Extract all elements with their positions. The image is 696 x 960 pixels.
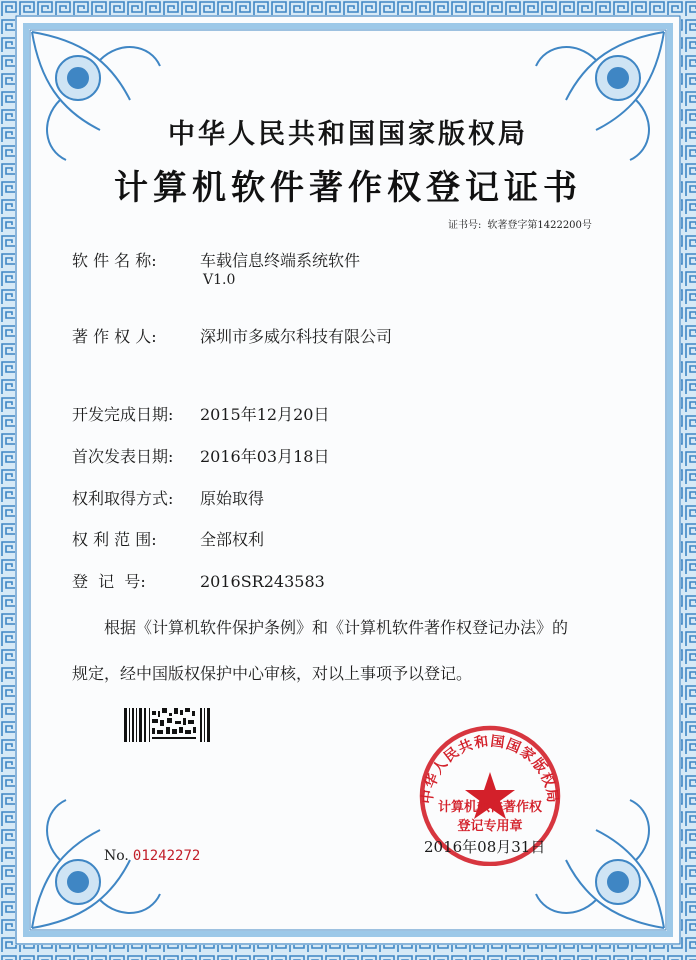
certificate-number-value: 软著登字第1422200号	[487, 220, 592, 231]
field-label: 开发完成日期:	[72, 405, 174, 424]
field-registration-number	[72, 569, 325, 592]
field-acquisition-method	[72, 486, 264, 509]
field-value: 2016年03月18日	[200, 447, 330, 466]
field-label: 著 作 权 人:	[72, 327, 157, 346]
field-label: 首次发表日期:	[72, 447, 174, 466]
corner-ornament-bottom-left	[32, 800, 160, 928]
field-rights-scope	[72, 527, 264, 550]
field-publication-date	[72, 444, 329, 467]
field-value: 车载信息终端系统软件	[200, 251, 361, 270]
serial-number-value: 01242272	[132, 848, 201, 864]
field-label: 权 利 范 围:	[72, 530, 157, 549]
field-label: 权利取得方式:	[72, 489, 174, 508]
field-label: 软 件 名 称:	[72, 251, 157, 270]
issue-date: 2016年08月31日	[424, 838, 546, 856]
field-completion-date	[72, 402, 329, 425]
field-value: 2016SR243583	[200, 572, 325, 591]
field-copyright-owner	[72, 324, 392, 347]
seal-inner-line-1: 计算机软件著作权	[437, 800, 542, 815]
software-version: V1.0	[203, 272, 236, 288]
field-value: 深圳市多威尔科技有限公司	[200, 327, 393, 346]
serial-number-label: No.	[104, 848, 129, 864]
field-software-name	[72, 248, 360, 271]
field-label: 登 记 号:	[72, 572, 146, 591]
issuing-authority-title: 中华人民共和国国家版权局	[168, 119, 528, 150]
certificate-number-label: 证书号:	[448, 220, 482, 231]
statement-line-2: 规定，经中国版权保护中心审核，对以上事项予以登记。	[72, 664, 473, 683]
seal-inner-line-2: 登记专用章	[457, 819, 523, 834]
certificate-title: 计算机软件著作权登记证书	[114, 168, 582, 208]
field-value: 原始取得	[200, 489, 265, 508]
certificate-number	[448, 216, 598, 231]
serial-number	[104, 848, 200, 864]
seal-arc-text: 中华人民共和国国家版权局	[419, 733, 561, 805]
field-value: 2015年12月20日	[200, 405, 330, 424]
statement-line-1: 根据《计算机软件保护条例》和《计算机软件著作权登记办法》的	[104, 618, 569, 637]
barcode	[124, 708, 210, 742]
field-value: 全部权利	[200, 530, 265, 549]
